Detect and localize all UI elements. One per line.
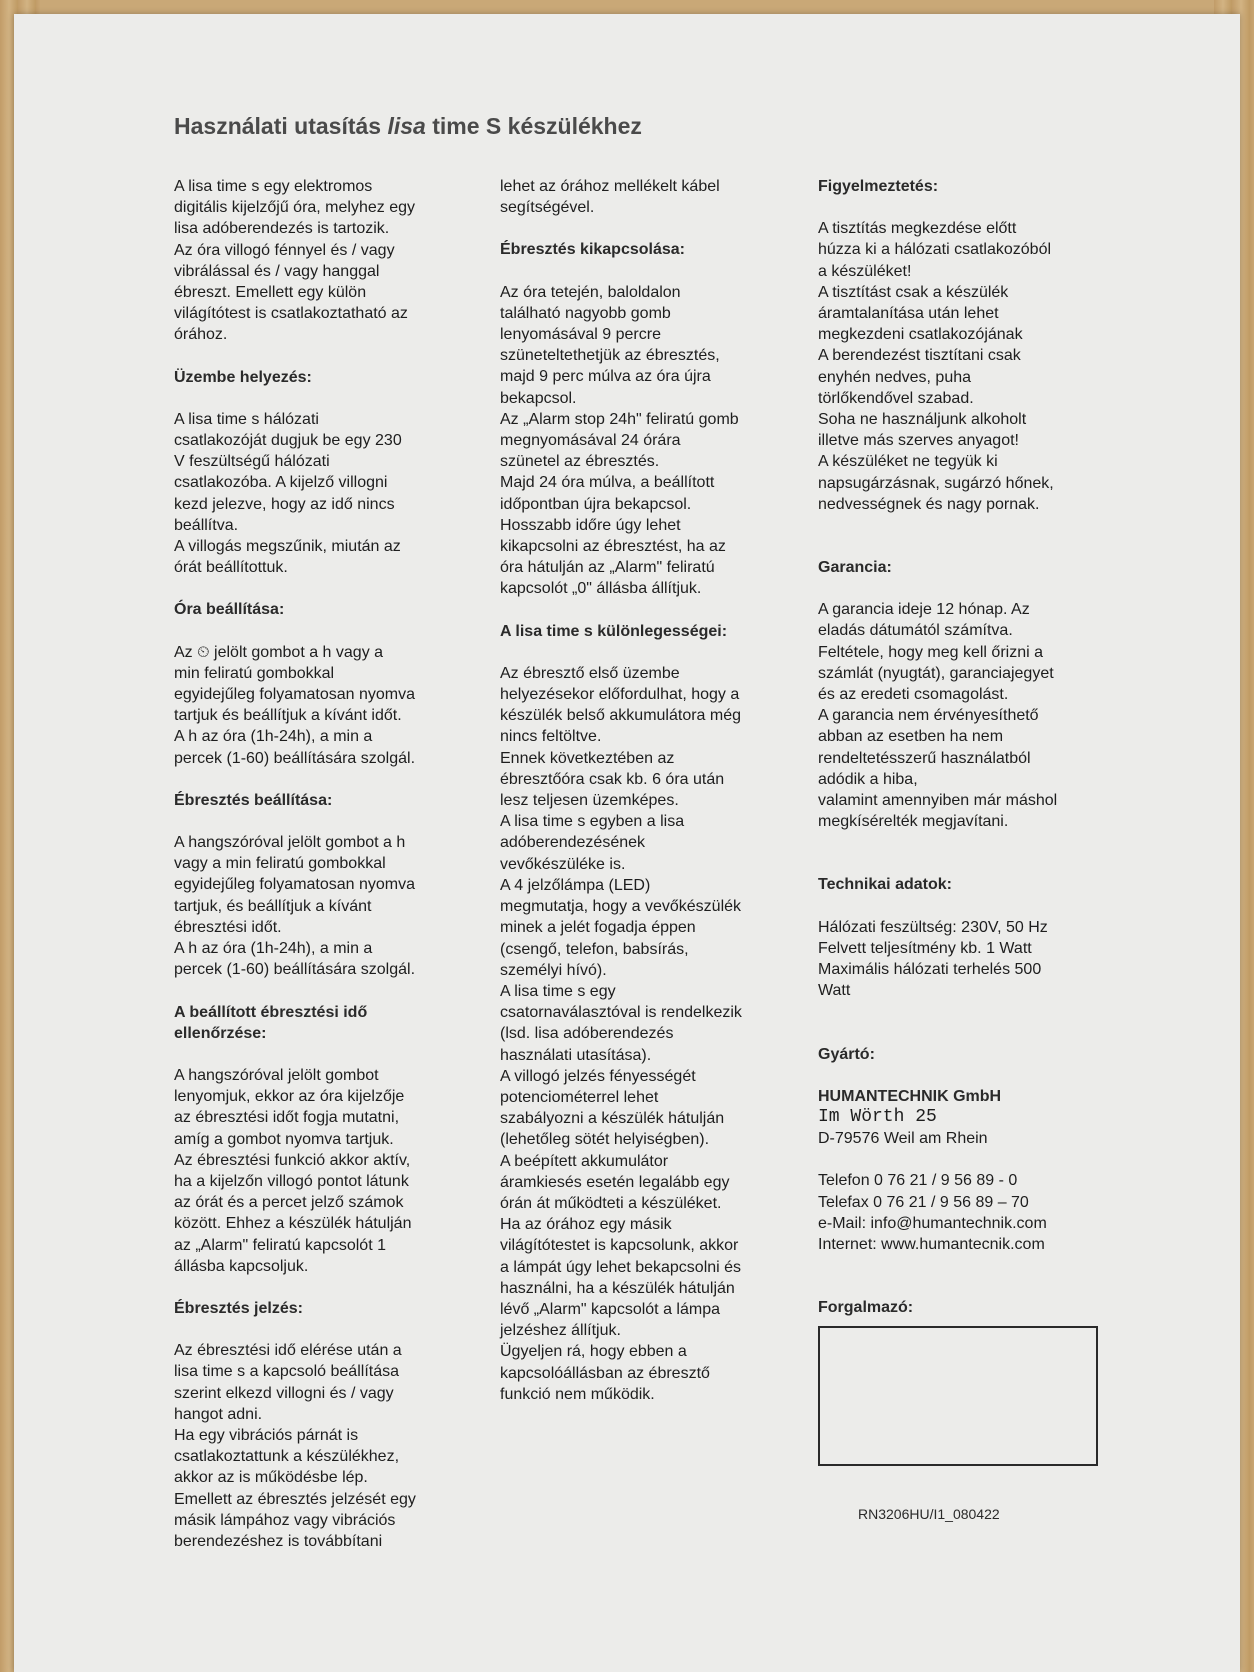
- section-body-clock-setting: Az ⏲ jelölt gombot a h vagy a min feliratú gombokkal egyidejűleg folyamatosan nyomva tartjuk és beállítjuk a kívánt időt. A h az óra (1h-24h), a min a percek (1-60) beállítására szolgál.: [174, 643, 416, 767]
- section-heading-alarm-off: Ébresztés kikapcsolása:: [500, 241, 685, 259]
- section-body-technical: Hálózati feszültség: 230V, 50 Hz Felvett teljesítmény kb. 1 Watt Maximális hálózati terhelés 500 Watt: [818, 918, 1048, 1000]
- section-body-alarm-off: Az óra tetején, baloldalon található nagyobb gomb lenyomásával 9 percre szüneteltethetjük az ébresztés, majd 9 perc múlva az óra újra bekapcsol. Az „Alarm stop 24h" feliratú gomb megnyomásával 24 órára szünetel az ébresztés. Majd 24 óra múlva, a beállított időpontban újra bekapcsol. Hosszabb időre úgy lehet kikapcsolni az ébresztést, ha az óra hátulján az „Alarm" feliratú kapcsolót „0" állásba állítjuk.: [500, 283, 739, 598]
- section-body-warranty: A garancia ideje 12 hónap. Az eladás dátumától számítva. Feltétele, hogy meg kell őrizni a számlát (nyugtát), garanciajegyet és az eredeti csomagolást. A garancia nem érvényesíthető abban az esetben ha nem rendeltetésszerű használatból adódik a hiba, valamint amennyiben már máshol megkísérelték megjavítani.: [818, 601, 1058, 831]
- section-heading-alarm-check: A beállított ébresztési idő ellenőrzése:: [174, 1003, 368, 1042]
- section-heading-alarm-setting: Ébresztés beállítása:: [174, 791, 333, 809]
- column-right: [818, 176, 1118, 1526]
- section-body-alarm-signal: Az ébresztési idő elérése után a lisa time s a kapcsoló beállítása szerint elkezd villogni és / vagy hangot adni. Ha egy vibrációs párnát is csatlakoztattunk a készülékhez, akkor az is működésbe lép. Emellett az ébresztés jelzését egy másik lámpához vagy vibrációs berendezéshez is továbbítani: [174, 1342, 416, 1550]
- section-heading-distributor: Forgalmazó:: [818, 1299, 914, 1317]
- manufacturer-contacts: Telefon 0 76 21 / 9 56 89 - 0 Telefax 0 76 21 / 9 56 89 – 70 e-Mail: info@humantechnik.com Internet: www.humantecnik.com: [818, 1172, 1047, 1253]
- manufacturer-street: Im Wörth 25: [818, 1106, 937, 1127]
- column-left: [174, 176, 466, 1552]
- section-body-warning: A tisztítás megkezdése előtt húzza ki a hálózati csatlakozóból a készüléket! A tisztítást csak a készülék áramtalanítása után lehet megkezdeni csatlakozójának A berendezést tisztítani csak enyhén nedves, puha törlőkendővel szabad. Soha ne használjunk alkoholt illetve más szerves anyagot! A készüléket ne tegyük ki napsugárzásnak, sugárzó hőnek, nedvességnek és nagy pornak.: [818, 220, 1054, 513]
- section-heading-setup: Üzembe helyezés:: [174, 368, 312, 386]
- title-part2: time S készülékhez: [425, 113, 642, 139]
- section-heading-warranty: Garancia:: [818, 559, 892, 577]
- page-title: [174, 113, 642, 140]
- manufacturer-name: HUMANTECHNIK GmbH: [818, 1087, 1002, 1105]
- section-heading-technical: Technikai adatok:: [818, 876, 952, 894]
- section-heading-clock-setting: Óra beállítása:: [174, 601, 285, 619]
- intro-paragraph: A lisa time s egy elektromos digitális kijelzőjű óra, melyhez egy lisa adóberendezés is tartozik. Az óra villogó fénnyel és / vagy vibrálással és / vagy hanggal ébreszt. Emellett egy külön világítótest is csatlakoztatható az órához.: [174, 178, 415, 344]
- continued-text: lehet az órához mellékelt kábel segítségével.: [500, 178, 720, 217]
- section-heading-warning: Figyelmeztetés:: [818, 178, 939, 195]
- document-reference: RN3206HU/I1_080422: [858, 1506, 1000, 1523]
- section-body-features: Az ébresztő első üzembe helyezésekor előfordulhat, hogy a készülék belső akkumulátora még nincs feltöltve. Ennek következtében az ébresztőóra csak kb. 6 óra után lesz teljesen üzemképes. A lisa time s egyben a lisa adóberendezésének vevőkészüléke is. A 4 jelzőlámpa (LED) megmutatja, hogy a vevőkészülék minek a jelét fogadja éppen (csengő, telefon, babsírás, személyi hívó). A lisa time s egy csatornaválasztóval is rendelkezik (lsd. lisa adóberendezés használati utasítása). A villogó jelzés fényességét potenciométerrel lehet szabályozni a készülék hátulján (lehetőleg sötét helyiségben). A beépített akkumulátor áramkiesés esetén legalább egy órán át működteti a készüléket. Ha az órához egy másik világítótestet is kapcsolunk, akkor a lámpát úgy lehet bekapcsolni és használni, ha a készülék hátulján lévő „Alarm" kapcsolót a lámpa jelzéshez állítjuk. Ügyeljen rá, hogy ebben a kapcsolóállásban az ébresztő funkció nem működik.: [500, 664, 742, 1403]
- section-heading-manufacturer: Gyártó:: [818, 1045, 875, 1063]
- distributor-stamp-box: [818, 1326, 1098, 1466]
- section-body-alarm-check: A hangszóróval jelölt gombot lenyomjuk, ekkor az óra kijelzője az ébresztési időt fogja mutatni, amíg a gombot nyomva tartjuk. Az ébresztési funkció akkor aktív, ha a kijelzőn villogó pontot látunk az órát és a percet jelző számok között. Ehhez a készülék hátulján az „Alarm" feliratú kapcsolót 1 állásba kapcsoljuk.: [174, 1066, 412, 1275]
- section-heading-features: A lisa time s különlegességei:: [500, 622, 728, 640]
- title-brand: lisa: [387, 113, 426, 139]
- section-heading-alarm-signal: Ébresztés jelzés:: [174, 1299, 303, 1317]
- manufacturer-city: D-79576 Weil am Rhein: [818, 1130, 988, 1148]
- column-middle: [500, 176, 782, 1405]
- section-body-alarm-setting: A hangszóróval jelölt gombot a h vagy a min feliratú gombokkal egyidejűleg folyamatosan nyomva tartjuk, és beállítjuk a kívánt ébresztési időt. A h az óra (1h-24h), a min a percek (1-60) beállítására szolgál.: [174, 834, 416, 979]
- title-part1: Használati utasítás: [174, 113, 388, 139]
- section-body-setup: A lisa time s hálózati csatlakozóját dugjuk be egy 230 V feszültségű hálózati csatlakozóba. A kijelző villogni kezd jelezve, hogy az idő nincs beállítva. A villogás megszűnik, miután az órát beállítottuk.: [174, 410, 402, 577]
